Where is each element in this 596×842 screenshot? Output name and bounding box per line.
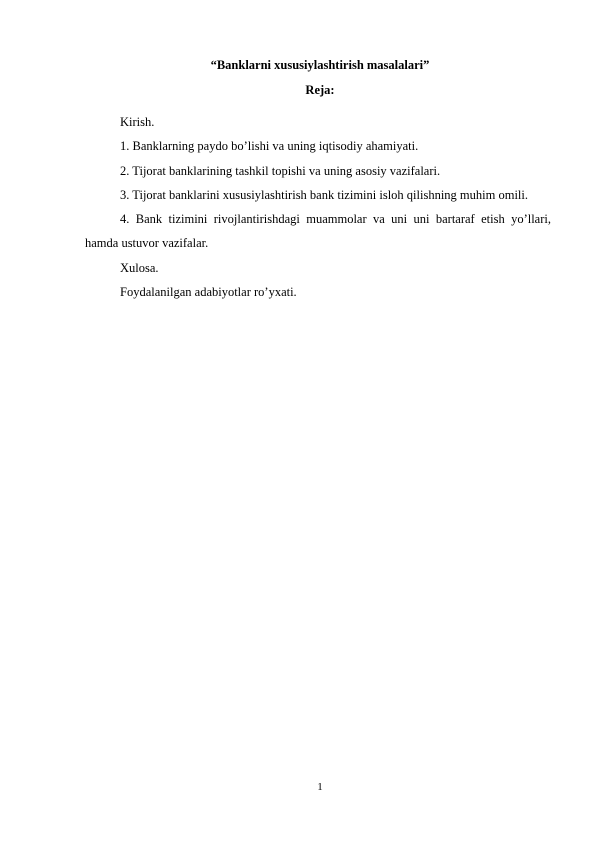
plan-heading: Reja: [305, 83, 335, 97]
plan-list [85, 110, 551, 304]
plan-item-1: 1. Banklarning paydo bo’lishi va uning iqtisodiy ahamiyati. [120, 139, 419, 154]
page-number: 1 [317, 781, 323, 793]
document-title: “Banklarni xususiylashtirish masalalari” [210, 58, 430, 72]
plan-item-references: Foydalanilgan adabiyotlar ro’yxati. [120, 285, 297, 300]
plan-item-conclusion: Xulosa. [120, 260, 159, 275]
plan-item-3: 3. Tijorat banklarini xususiylashtirish bank tizimini isloh qilishning muhim omili. [120, 187, 528, 202]
plan-item-4: 4. Bank tizimini rivojlantirishdagi muammolar va uni uni bartaraf etish yo’llari, hamda ustuvor vazifalar. [85, 212, 551, 251]
plan-item-2: 2. Tijorat banklarining tashkil topishi va uning asosiy vazifalari. [120, 163, 441, 178]
plan-item-introduction: Kirish. [120, 115, 155, 129]
